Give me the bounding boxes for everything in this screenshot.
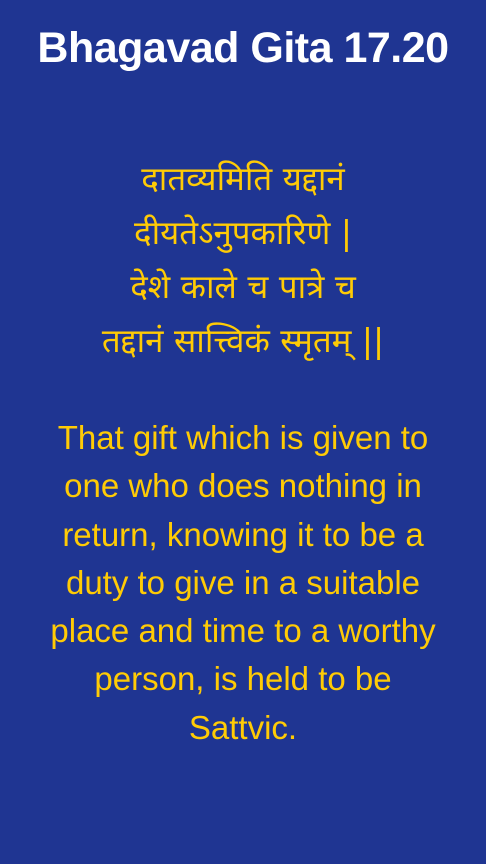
verse-line: दातव्यमिति यद्दानं [141, 159, 345, 198]
translation-line: place and time to a worthy [50, 612, 436, 650]
translation-line: That gift which is given to [57, 419, 429, 456]
translation-line: Sattvic. [188, 708, 298, 746]
translation-line: person, is held to be [94, 660, 392, 698]
verse-line: तद्दानं सात्त्विकं स्मृतम् || [101, 321, 385, 360]
translation-line: duty to give in a suitable [65, 563, 421, 601]
page-title: Bhagavad Gita 17.20 [37, 24, 449, 72]
sanskrit-verse [0, 152, 486, 368]
english-translation [0, 414, 486, 752]
translation-line: return, knowing it to be a [62, 515, 424, 553]
verse-line: दीयतेऽनुपकारिणे | [134, 213, 352, 252]
translation-line: one who does nothing in [64, 467, 422, 505]
verse-line: देशे काले च पात्रे च [130, 267, 356, 306]
